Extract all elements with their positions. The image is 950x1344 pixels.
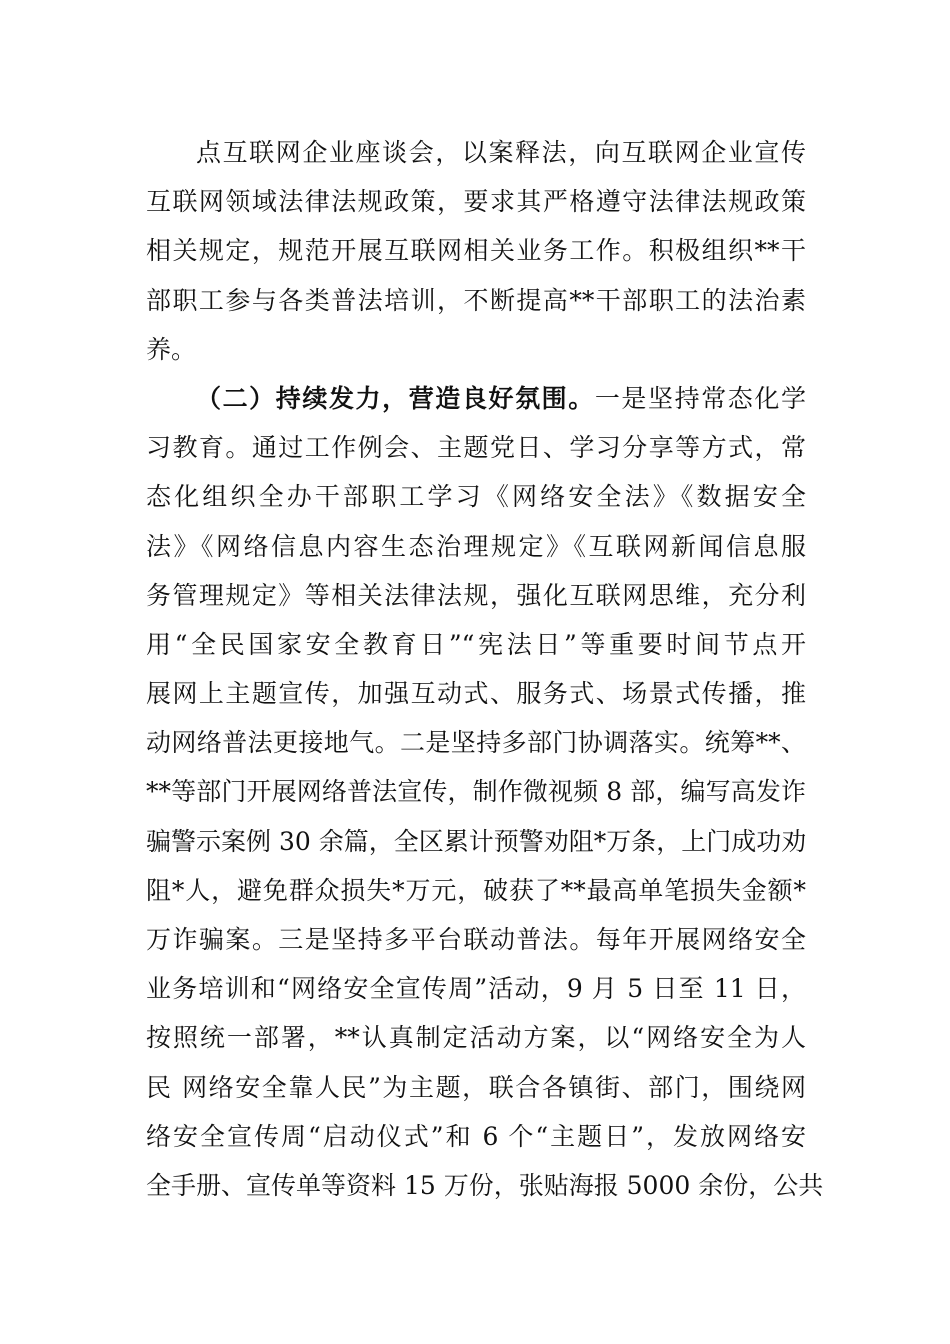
section-heading: （二）持续发力，营造良好氛围。: [196, 383, 595, 413]
heading-line-rest: 一是坚持常态化学: [594, 383, 806, 413]
text-line: 态化组织全办干部职工学习《网络安全法》《数据安全: [146, 482, 806, 512]
text-line: 用“全民国家安全教育日”“宪法日”等重要时间节点开: [146, 629, 806, 659]
text-line: 全手册、宣传单等资料 15 万份，张贴海报 5000 余份，公共: [146, 1170, 824, 1200]
text-line: 互联网领域法律法规政策，要求其严格遵守法律法规政策: [146, 187, 806, 217]
text-line: 部职工参与各类普法培训，不断提高**干部职工的法治素: [146, 285, 806, 315]
text-line: 法》《网络信息内容生态治理规定》《互联网新闻信息服: [146, 531, 806, 561]
text-line: 骗警示案例 30 余篇，全区累计预警劝阻*万条，上门成功劝: [146, 826, 807, 856]
text-line: 务管理规定》等相关法律法规，强化互联网思维，充分利: [146, 580, 806, 610]
text-line: 业务培训和“网络安全宣传周”活动，9 月 5 日至 11 日，: [146, 974, 806, 1004]
text-line: 万诈骗案。三是坚持多平台联动普法。每年开展网络安全: [146, 925, 806, 954]
text-line: 按照统一部署，**认真制定活动方案，以“网络安全为人: [146, 1023, 806, 1053]
text-line: 相关规定，规范开展互联网相关业务工作。积极组织**干: [146, 236, 806, 266]
text-line: 养。: [146, 334, 197, 364]
text-line: 动网络普法更接地气。二是坚持多部门协调落实。统筹**、: [146, 728, 806, 758]
text-line: 民 网络安全靠人民”为主题，联合各镇街、部门，围绕网: [146, 1072, 806, 1102]
paragraph-2: [146, 374, 824, 1210]
text-line: **等部门开展网络普法宣传，制作微视频 8 部，编写高发诈: [146, 777, 806, 807]
text-line: 阻*人，避免群众损失*万元，破获了**最高单笔损失金额*: [146, 875, 806, 905]
text-line: 络安全宣传周“启动仪式”和 6 个“主题日”，发放网络安: [146, 1121, 806, 1151]
text-line: 习教育。通过工作例会、主题党日、学习分享等方式，常: [146, 433, 806, 463]
text-line: 点互联网企业座谈会，以案释法，向互联网企业宣传: [196, 138, 806, 167]
document-body: [146, 128, 824, 1210]
text-line: 展网上主题宣传，加强互动式、服务式、场景式传播，推: [146, 679, 806, 709]
text-line: [146, 374, 806, 423]
paragraph-1: [146, 128, 806, 374]
